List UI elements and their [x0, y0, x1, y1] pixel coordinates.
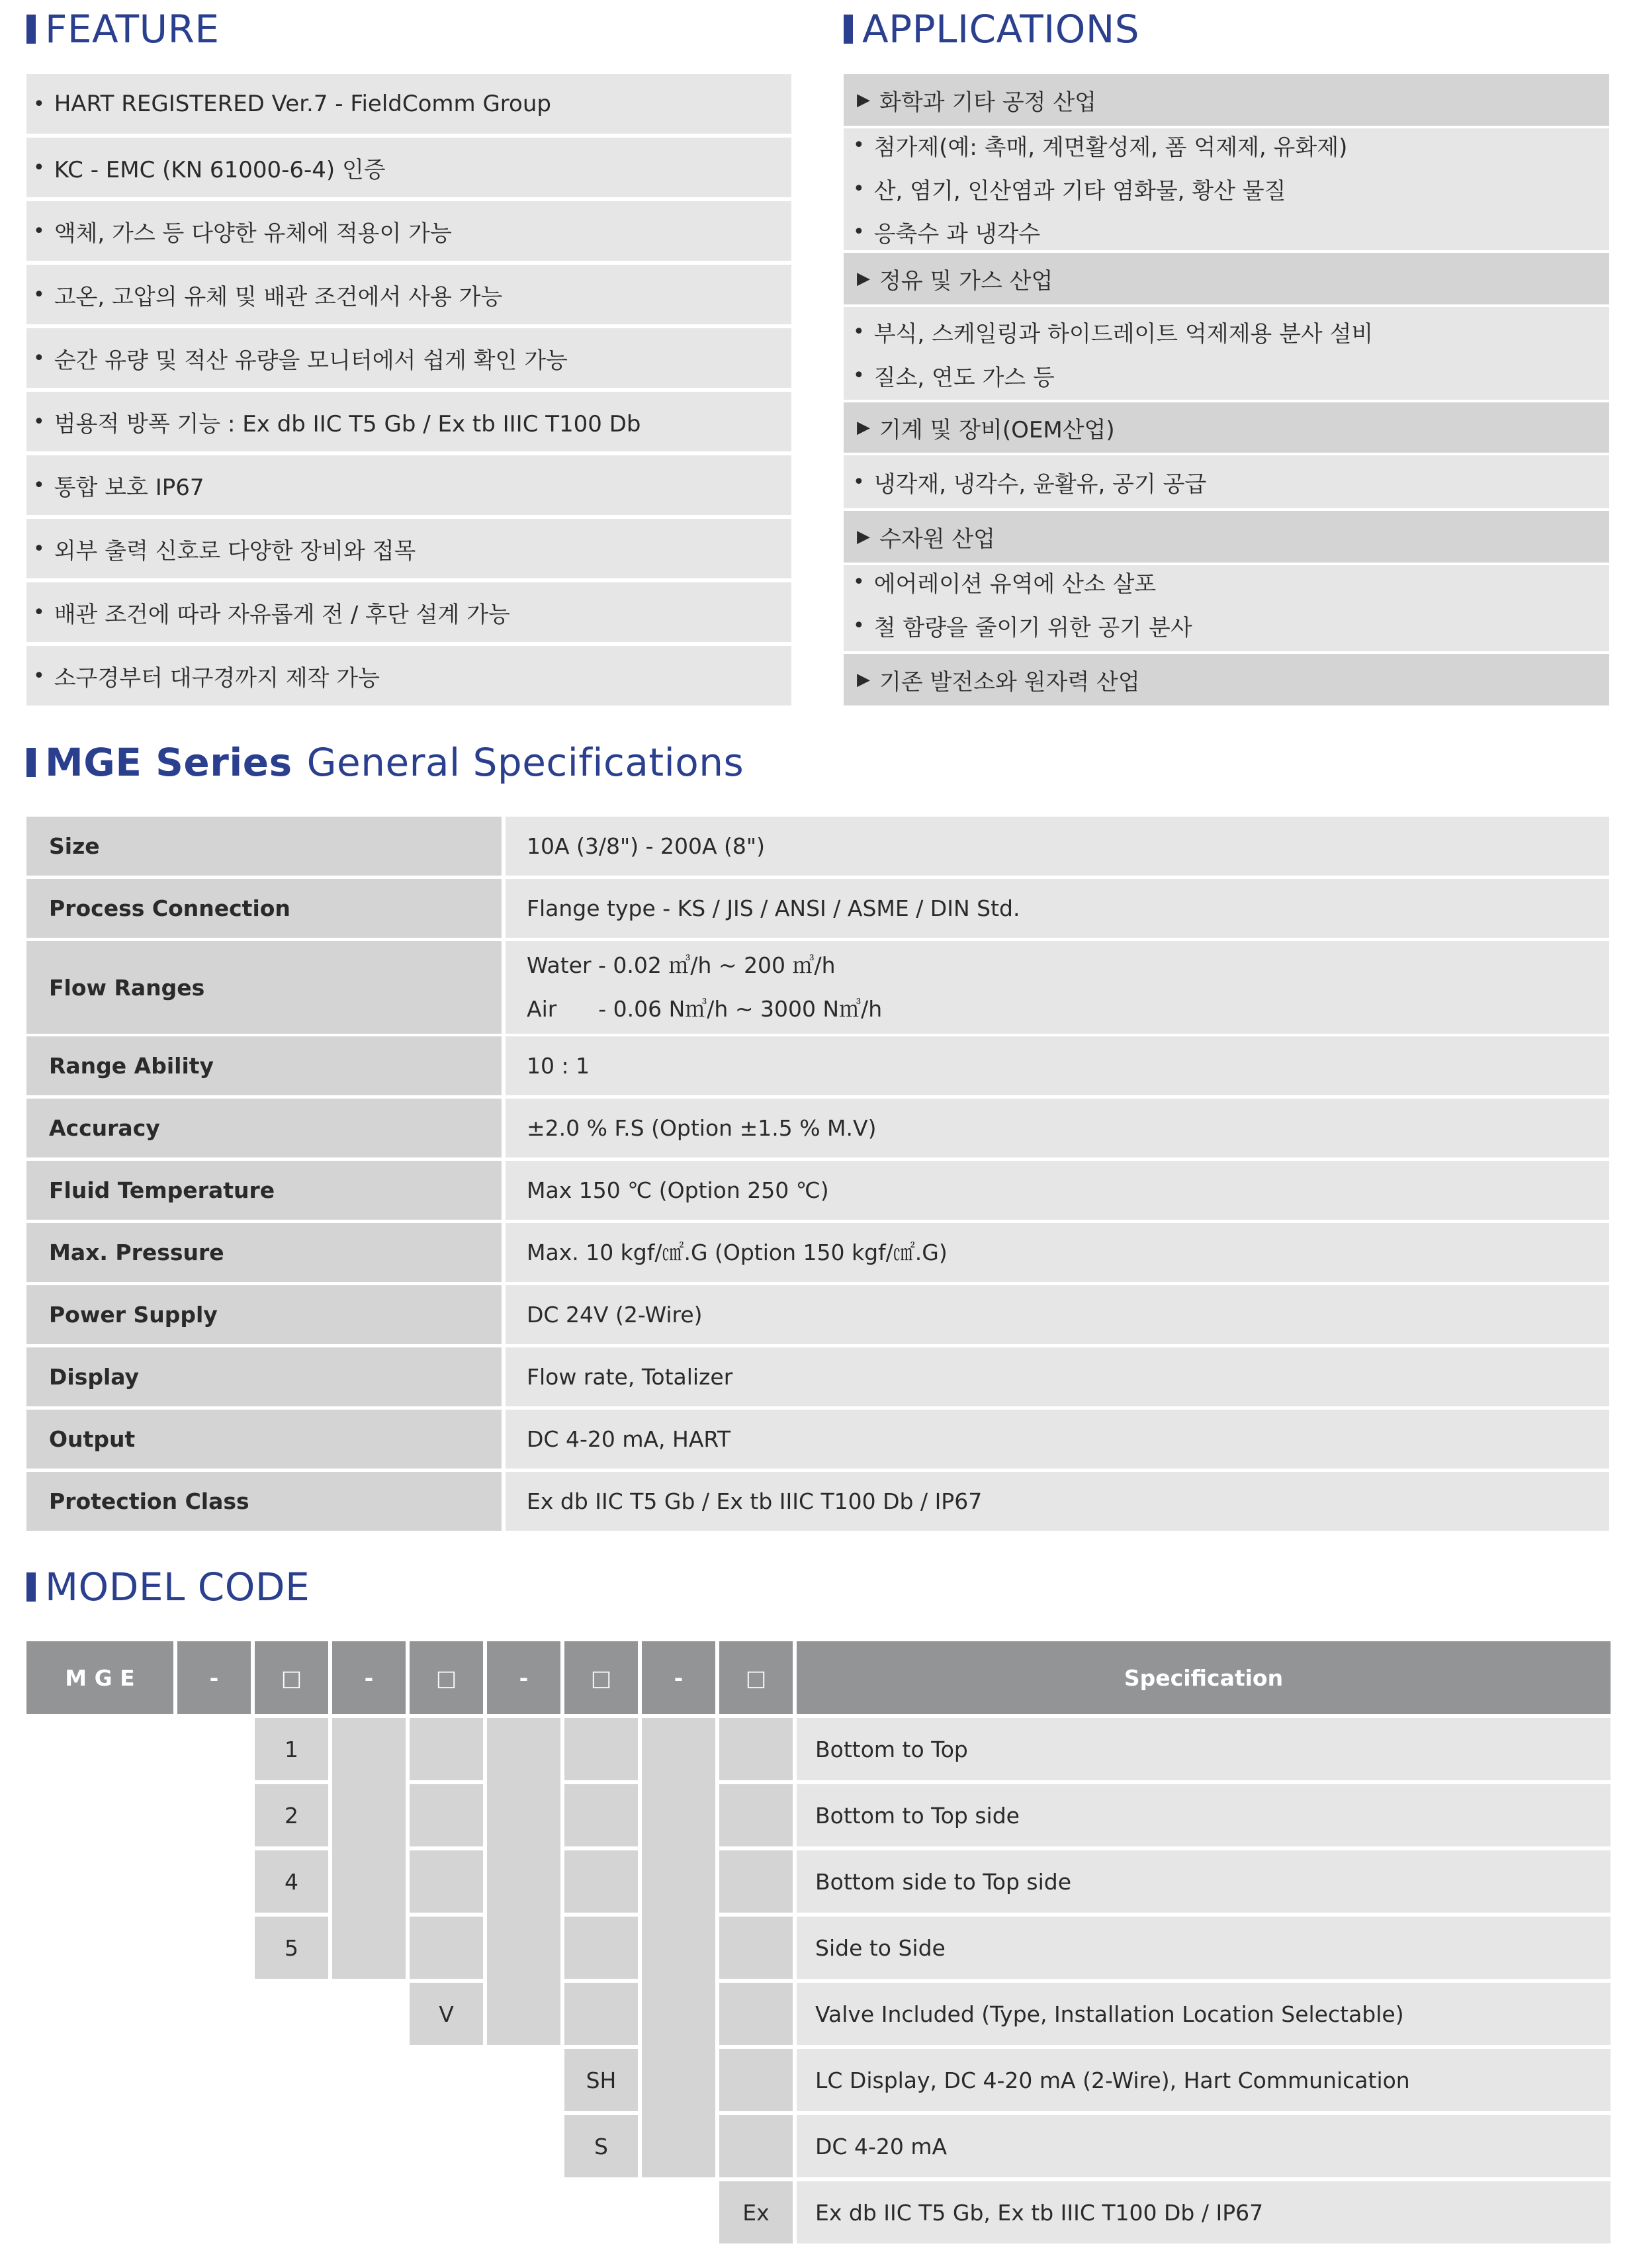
- feature-item: • 배관 조건에 따라 자유롭게 전 / 후단 설계 가능: [26, 582, 791, 642]
- triangle-icon: ▶: [857, 90, 870, 110]
- spec-label: Power Supply: [26, 1285, 502, 1344]
- spec-value: [506, 1161, 1609, 1220]
- feature-title-text: FEATURE: [45, 7, 220, 52]
- model-code-cell: 5: [255, 1917, 328, 1979]
- spec-value: [506, 879, 1609, 938]
- application-heading-text: 화학과 기타 공정 산업: [879, 89, 1097, 116]
- spec-label: Process Connection: [26, 879, 502, 938]
- application-item: • 에어레이션 유역에 산소 살포: [853, 565, 1156, 598]
- application-heading-text: 수자원 산업: [879, 525, 996, 553]
- spec-value-text: Flange type - KS / JIS / ANSI / ASME / DIN Std.: [527, 895, 1020, 921]
- spec-value: [506, 1347, 1609, 1406]
- application-heading-text: 기계 및 장비(OEM산업): [879, 416, 1115, 443]
- model-code-cell: [564, 1850, 638, 1913]
- feature-item: • 외부 출력 신호로 다양한 장비와 접목: [26, 519, 791, 578]
- spec-value: [506, 1223, 1609, 1282]
- spec-value: [506, 817, 1609, 876]
- spec-value-text: 10 : 1: [527, 1052, 590, 1079]
- model-code-spec: DC 4-20 mA: [797, 2115, 1611, 2177]
- application-item: • 부식, 스케일링과 하이드레이트 억제제용 분사 설비: [853, 315, 1373, 348]
- applications-title-text: APPLICATIONS: [862, 7, 1140, 52]
- model-code-header-cell: -: [177, 1641, 251, 1714]
- feature-item-text: 순간 유량 및 적산 유량을 모니터에서 쉽게 확인 가능: [54, 347, 568, 374]
- specs-title-bold: MGE Series: [45, 740, 292, 785]
- application-heading: [844, 74, 1609, 126]
- feature-item: • 액체, 가스 등 다양한 유체에 적용이 가능: [26, 201, 791, 261]
- model-code-cell: SH: [564, 2049, 638, 2111]
- spec-label: Max. Pressure: [26, 1223, 502, 1282]
- spec-value-text: Max 150 ℃ (Option 250 ℃): [527, 1177, 829, 1203]
- section-marker: [26, 748, 36, 777]
- feature-item: • 범용적 방폭 기능 : Ex db IIC T5 Gb / Ex tb IIIC T100 Db: [26, 392, 791, 451]
- model-code-header-cell: -: [487, 1641, 560, 1714]
- spec-label: Flow Ranges: [26, 941, 502, 1034]
- application-item-text: 산, 염기, 인산염과 기타 염화물, 황산 물질: [873, 177, 1286, 204]
- spec-value: [506, 941, 1609, 1034]
- triangle-icon: ▶: [857, 670, 870, 690]
- application-item: • 산, 염기, 인산염과 기타 염화물, 황산 물질: [853, 172, 1286, 205]
- applications-title: [844, 7, 1139, 52]
- model-code-cell: [719, 1784, 793, 1846]
- spec-row: [26, 1410, 1609, 1469]
- model-code-dash-column: [332, 1718, 406, 1979]
- feature-item-text: 범용적 방폭 기능 : Ex db IIC T5 Gb / Ex tb IIIC T100 Db: [54, 410, 641, 437]
- model-code-cell: [564, 1983, 638, 2045]
- section-marker: [844, 15, 853, 44]
- section-marker: [26, 15, 36, 44]
- spec-value-text: Max. 10 kgf/㎠.G (Option 150 kgf/㎠.G): [527, 1239, 948, 1265]
- model-code-cell: [564, 1718, 638, 1780]
- model-code-spec: Bottom to Top: [797, 1718, 1611, 1780]
- application-list: [844, 128, 1609, 250]
- model-code-spec: Ex db IIC T5 Gb, Ex tb IIIC T100 Db / IP67: [797, 2181, 1611, 2244]
- spec-value-text: 10A (3/8") - 200A (8"): [527, 833, 765, 859]
- feature-item-text: HART REGISTERED Ver.7 - FieldComm Group: [54, 91, 551, 117]
- model-code-header-cell: M G E: [26, 1641, 173, 1714]
- model-code-header-cell: □: [719, 1641, 793, 1714]
- application-heading-text: 기존 발전소와 원자력 산업: [879, 668, 1140, 696]
- spec-label: Accuracy: [26, 1099, 502, 1157]
- application-item: • 철 함량을 줄이기 위한 공기 분사: [853, 609, 1192, 642]
- model-code-cell: [719, 1983, 793, 2045]
- spec-row: [26, 1223, 1609, 1282]
- specs-title: [26, 740, 744, 785]
- model-code-spec: Bottom to Top side: [797, 1784, 1611, 1846]
- application-item-text: 부식, 스케일링과 하이드레이트 억제제용 분사 설비: [873, 320, 1374, 347]
- model-code-header-cell: □: [564, 1641, 638, 1714]
- spec-value-text: Flow rate, Totalizer: [527, 1363, 733, 1390]
- spec-row: [26, 1161, 1609, 1220]
- model-code-cell: [410, 1784, 483, 1846]
- application-heading: [844, 402, 1609, 453]
- spec-label: Display: [26, 1347, 502, 1406]
- feature-item-text: 통합 보호 IP67: [54, 474, 204, 501]
- model-code-cell: [719, 1718, 793, 1780]
- spec-label: Fluid Temperature: [26, 1161, 502, 1220]
- model-code-header-spec: Specification: [797, 1641, 1611, 1714]
- application-item-text: 질소, 연도 가스 등: [873, 364, 1055, 391]
- triangle-icon: ▶: [857, 527, 870, 547]
- feature-item-text: 고온, 고압의 유체 및 배관 조건에서 사용 가능: [54, 283, 503, 310]
- application-heading-text: 정유 및 가스 산업: [879, 267, 1053, 295]
- model-code-spec: Valve Included (Type, Installation Location Selectable): [797, 1983, 1611, 2045]
- spec-row: [26, 1285, 1609, 1344]
- model-code-dash-column: [642, 1718, 715, 2177]
- model-code-header-cell: □: [255, 1641, 328, 1714]
- model-code-cell: [410, 1718, 483, 1780]
- application-list: [844, 307, 1609, 400]
- spec-value-text: Water - 0.02 ㎥/h ~ 200 ㎥/h: [527, 952, 836, 978]
- model-code-header-cell: -: [332, 1641, 406, 1714]
- model-code-cell: [564, 1784, 638, 1846]
- feature-item-text: KC - EMC (KN 61000-6-4) 인증: [54, 156, 386, 183]
- model-code-spec: Side to Side: [797, 1917, 1611, 1979]
- spec-value: [506, 1099, 1609, 1157]
- spec-value: [506, 1410, 1609, 1469]
- application-item-text: 첨가제(예: 촉매, 계면활성제, 폼 억제제, 유화제): [873, 134, 1348, 161]
- spec-value: [506, 1036, 1609, 1095]
- spec-value-text: Ex db IIC T5 Gb / Ex tb IIIC T100 Db / IP67: [527, 1488, 983, 1514]
- model-code-cell: 2: [255, 1784, 328, 1846]
- spec-value-text: DC 4-20 mA, HART: [527, 1426, 731, 1452]
- model-code-cell: [410, 1850, 483, 1913]
- application-heading: [844, 253, 1609, 304]
- model-code-cell: 1: [255, 1718, 328, 1780]
- triangle-icon: ▶: [857, 418, 870, 437]
- model-code-cell: [719, 1850, 793, 1913]
- model-code-cell: Ex: [719, 2181, 793, 2244]
- application-item: • 질소, 연도 가스 등: [853, 359, 1055, 392]
- model-code-title-text: MODEL CODE: [45, 1565, 310, 1610]
- feature-item: • KC - EMC (KN 61000-6-4) 인증: [26, 138, 791, 197]
- feature-item-text: 배관 조건에 따라 자유롭게 전 / 후단 설계 가능: [54, 601, 510, 628]
- feature-item: • HART REGISTERED Ver.7 - FieldComm Group: [26, 74, 791, 134]
- model-code-cell: V: [410, 1983, 483, 2045]
- model-code-cell: [719, 2115, 793, 2177]
- model-code-dash-column: [487, 1718, 560, 2045]
- model-code-cell: [564, 1917, 638, 1979]
- spec-value-text: Air - 0.06 N㎥/h ~ 3000 N㎥/h: [527, 996, 883, 1022]
- feature-item-text: 액체, 가스 등 다양한 유체에 적용이 가능: [54, 220, 452, 247]
- model-code-cell: [410, 1917, 483, 1979]
- model-code-cell: S: [564, 2115, 638, 2177]
- spec-value-text: DC 24V (2-Wire): [527, 1301, 703, 1328]
- model-code-cell: 4: [255, 1850, 328, 1913]
- feature-item: • 통합 보호 IP67: [26, 455, 791, 515]
- spec-row: [26, 1472, 1609, 1531]
- feature-item-text: 외부 출력 신호로 다양한 장비와 접목: [54, 537, 416, 565]
- spec-label: Range Ability: [26, 1036, 502, 1095]
- model-code-header-cell: □: [410, 1641, 483, 1714]
- spec-row: [26, 1347, 1609, 1406]
- specs-title-rest: General Specifications: [306, 740, 744, 785]
- spec-value-text: ±2.0 % F.S (Option ±1.5 % M.V): [527, 1114, 877, 1141]
- feature-item-text: 소구경부터 대구경까지 제작 가능: [54, 664, 380, 692]
- application-item-text: 냉각재, 냉각수, 윤활유, 공기 공급: [873, 471, 1207, 498]
- application-item-text: 에어레이션 유역에 산소 살포: [873, 570, 1157, 598]
- spec-value: [506, 1285, 1609, 1344]
- feature-title: [26, 7, 220, 52]
- feature-item: • 고온, 고압의 유체 및 배관 조건에서 사용 가능: [26, 265, 791, 324]
- feature-item: • 소구경부터 대구경까지 제작 가능: [26, 646, 791, 705]
- application-item: • 냉각재, 냉각수, 윤활유, 공기 공급: [853, 465, 1206, 498]
- model-code-spec: LC Display, DC 4-20 mA (2-Wire), Hart Communication: [797, 2049, 1611, 2111]
- spec-label: Protection Class: [26, 1472, 502, 1531]
- model-code-title: [26, 1565, 310, 1610]
- application-heading: [844, 511, 1609, 563]
- model-code-cell: [719, 1917, 793, 1979]
- application-heading: [844, 654, 1609, 705]
- model-code-header-cell: -: [642, 1641, 715, 1714]
- triangle-icon: ▶: [857, 269, 870, 289]
- feature-item: • 순간 유량 및 적산 유량을 모니터에서 쉽게 확인 가능: [26, 328, 791, 388]
- model-code-cell: [719, 2049, 793, 2111]
- spec-label: Output: [26, 1410, 502, 1469]
- spec-row: [26, 879, 1609, 938]
- application-item-text: 철 함량을 줄이기 위한 공기 분사: [873, 614, 1192, 641]
- spec-row: [26, 941, 1609, 1034]
- application-list: [844, 455, 1609, 508]
- spec-row: [26, 817, 1609, 876]
- section-marker: [26, 1572, 36, 1602]
- application-item: • 첨가제(예: 촉매, 계면활성제, 폼 억제제, 유화제): [853, 128, 1347, 161]
- application-item: • 응축수 과 냉각수: [853, 215, 1040, 248]
- model-code-spec: Bottom side to Top side: [797, 1850, 1611, 1913]
- spec-label: Size: [26, 817, 502, 876]
- spec-value: [506, 1472, 1609, 1531]
- application-item-text: 응축수 과 냉각수: [873, 220, 1041, 248]
- spec-row: [26, 1099, 1609, 1157]
- spec-row: [26, 1036, 1609, 1095]
- application-list: [844, 565, 1609, 651]
